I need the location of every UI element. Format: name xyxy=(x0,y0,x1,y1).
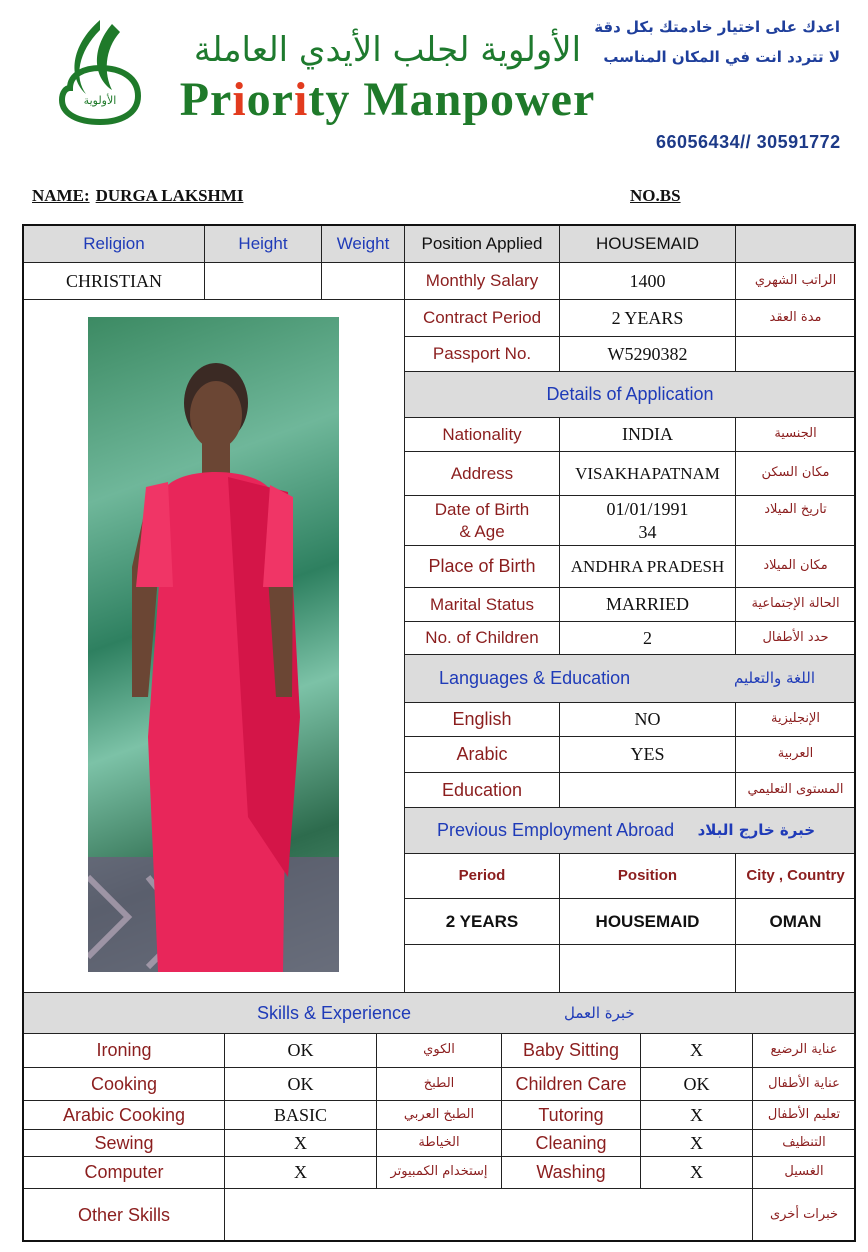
position-applied-blank xyxy=(735,225,856,263)
employment-col-position: Position xyxy=(559,853,736,899)
skill-arabic: التنظيف xyxy=(752,1129,856,1157)
position-applied-value: HOUSEMAID xyxy=(559,225,736,263)
skills-experience-title-arabic: خبرة العمل xyxy=(564,1003,635,1022)
candidate-photo xyxy=(88,317,339,972)
slogan-line-1: اعدك على اختيار خادمتك بكل دقة xyxy=(594,18,840,36)
previous-employment-header xyxy=(404,807,856,854)
skill-label: Baby Sitting xyxy=(501,1033,641,1068)
other-skills-label: Other Skills xyxy=(23,1188,225,1242)
skill-arabic: إستخدام الكمبيوتر xyxy=(376,1156,502,1189)
dob-arabic: تاريخ الميلاد xyxy=(735,495,856,546)
employment-col-period: Period xyxy=(404,853,560,899)
monthly-salary-value: 1400 xyxy=(559,262,736,300)
skill-arabic: الغسيل xyxy=(752,1156,856,1189)
religion-label: Religion xyxy=(23,225,205,263)
skill-value: OK xyxy=(224,1033,377,1068)
children-label: No. of Children xyxy=(404,621,560,655)
arabic-arabic: العربية xyxy=(735,736,856,773)
reference-number: NO.BS xyxy=(630,186,681,205)
marital-status-value: MARRIED xyxy=(559,587,736,622)
employment-row-country xyxy=(735,944,856,993)
employment-col-city-country: City , Country xyxy=(735,853,856,899)
skill-value: OK xyxy=(640,1067,753,1101)
weight-value xyxy=(321,262,405,300)
contract-period-arabic: مدة العقد xyxy=(735,299,856,337)
employment-row-position: HOUSEMAID xyxy=(559,898,736,945)
languages-education-title: Languages & Education xyxy=(439,668,631,689)
previous-employment-title: Previous Employment Abroad xyxy=(437,820,675,841)
skill-arabic: الخياطة xyxy=(376,1129,502,1157)
skill-value: X xyxy=(640,1129,753,1157)
details-of-application-header: Details of Application xyxy=(404,371,856,418)
children-value: 2 xyxy=(559,621,736,655)
english-arabic: الإنجليزية xyxy=(735,702,856,737)
address-arabic: مكان السكن xyxy=(735,451,856,496)
slogan-line-2: لا تتردد انت في المكان المناسب xyxy=(603,48,840,66)
company-name-arabic: الأولوية لجلب الأيدي العاملة xyxy=(193,30,582,70)
skill-label: Cleaning xyxy=(501,1129,641,1157)
skill-value: X xyxy=(640,1100,753,1130)
arabic-label: Arabic xyxy=(404,736,560,773)
place-of-birth-label: Place of Birth xyxy=(404,545,560,588)
education-value xyxy=(559,772,736,808)
employment-row-period xyxy=(404,944,560,993)
skill-label: Ironing xyxy=(23,1033,225,1068)
dob-value-cell xyxy=(559,495,736,546)
education-arabic: المستوى التعليمي xyxy=(735,772,856,808)
nationality-value: INDIA xyxy=(559,417,736,452)
religion-value: CHRISTIAN xyxy=(23,262,205,300)
skill-label: Children Care xyxy=(501,1067,641,1101)
employment-row-period: 2 YEARS xyxy=(404,898,560,945)
education-label: Education xyxy=(404,772,560,808)
skill-label: Tutoring xyxy=(501,1100,641,1130)
skill-label: Washing xyxy=(501,1156,641,1189)
height-value xyxy=(204,262,322,300)
skills-experience-title: Skills & Experience xyxy=(257,1002,412,1023)
english-value: NO xyxy=(559,702,736,737)
candidate-name-line xyxy=(32,186,243,206)
marital-status-arabic: الحالة الإجتماعية xyxy=(735,587,856,622)
dob-label: Date of Birth xyxy=(434,500,530,520)
languages-education-title-arabic: اللغة والتعليم xyxy=(734,669,815,688)
skill-label: Sewing xyxy=(23,1129,225,1157)
height-label: Height xyxy=(204,225,322,263)
monthly-salary-arabic: الراتب الشهري xyxy=(735,262,856,300)
skill-value: OK xyxy=(224,1067,377,1101)
dob-value: 01/01/1991 xyxy=(606,499,689,519)
english-label: English xyxy=(404,702,560,737)
employment-row-country: OMAN xyxy=(735,898,856,945)
contract-period-value: 2 YEARS xyxy=(559,299,736,337)
skill-label: Arabic Cooking xyxy=(23,1100,225,1130)
contract-period-label: Contract Period xyxy=(404,299,560,337)
skill-value: BASIC xyxy=(224,1100,377,1130)
skill-arabic: عناية الأطفال xyxy=(752,1067,856,1101)
skill-label: Computer xyxy=(23,1156,225,1189)
other-skills-value xyxy=(224,1188,753,1242)
age-value: 34 xyxy=(638,521,657,542)
employment-row-position xyxy=(559,944,736,993)
candidate-name: DURGA LAKSHMI xyxy=(95,186,244,205)
place-of-birth-arabic: مكان الميلاد xyxy=(735,545,856,588)
skills-experience-header xyxy=(23,992,856,1034)
place-of-birth-value: ANDHRA PRADESH xyxy=(559,545,736,588)
position-applied-label: Position Applied xyxy=(404,225,560,263)
marital-status-label: Marital Status xyxy=(404,587,560,622)
passport-label: Passport No. xyxy=(404,336,560,372)
languages-education-header xyxy=(404,654,856,703)
nationality-label: Nationality xyxy=(404,417,560,452)
passport-blank xyxy=(735,336,856,372)
skill-arabic: الكوي xyxy=(376,1033,502,1068)
other-skills-arabic: خبرات أخرى xyxy=(752,1188,856,1242)
skill-arabic: الطبخ xyxy=(376,1067,502,1101)
arabic-value: YES xyxy=(559,736,736,773)
passport-value: W5290382 xyxy=(559,336,736,372)
age-label: & Age xyxy=(459,521,505,541)
address-value: VISAKHAPATNAM xyxy=(559,451,736,496)
nationality-arabic: الجنسية xyxy=(735,417,856,452)
skill-value: X xyxy=(640,1033,753,1068)
skill-value: X xyxy=(224,1156,377,1189)
monthly-salary-label: Monthly Salary xyxy=(404,262,560,300)
skill-value: X xyxy=(640,1156,753,1189)
skill-arabic: تعليم الأطفال xyxy=(752,1100,856,1130)
phone-numbers: 66056434// 30591772 xyxy=(656,132,841,152)
address-label: Address xyxy=(404,451,560,496)
weight-label: Weight xyxy=(321,225,405,263)
previous-employment-title-arabic: خبرة خارج البلاد xyxy=(697,821,815,840)
dob-label-cell xyxy=(404,495,560,546)
company-logo xyxy=(50,16,150,128)
logo-text: الأولوية xyxy=(83,94,117,107)
skill-arabic: عناية الرضيع xyxy=(752,1033,856,1068)
company-brand-name: Priority Manpower xyxy=(179,73,596,126)
name-label: NAME: xyxy=(32,186,90,205)
skill-value: X xyxy=(224,1129,377,1157)
skill-arabic: الطبخ العربي xyxy=(376,1100,502,1130)
skill-label: Cooking xyxy=(23,1067,225,1101)
children-arabic: حدد الأطفال xyxy=(735,621,856,655)
